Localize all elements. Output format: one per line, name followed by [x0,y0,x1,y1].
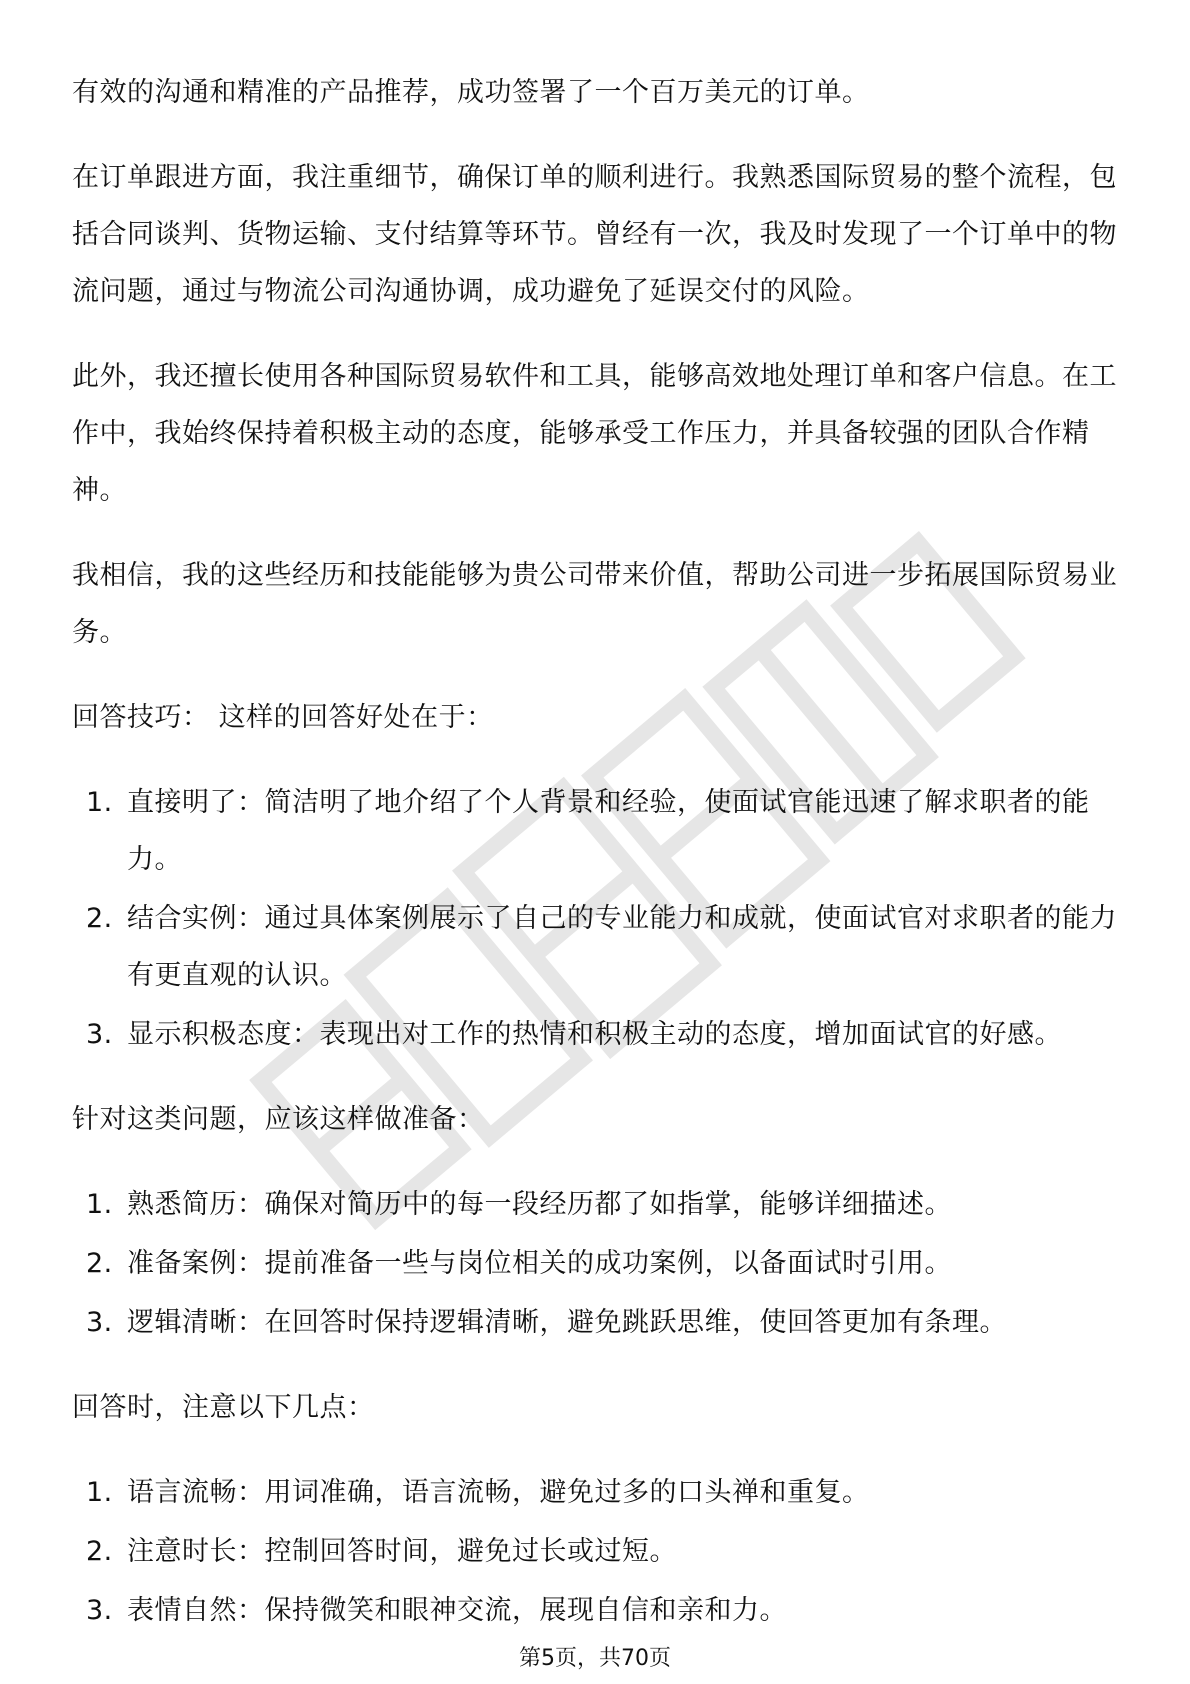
document-body [72,64,1122,1667]
list-number: 1. [86,787,113,818]
tips-list [72,774,1122,1063]
list-text: 准备案例：提前准备一些与岗位相关的成功案例，以备面试时引用。 [127,1248,952,1279]
list-item [72,1006,1122,1063]
list-item [72,1523,1122,1580]
paragraph: 有效的沟通和精准的产品推荐，成功签署了一个百万美元的订单。 [72,77,870,108]
list-number: 2. [86,1536,113,1567]
list-item [72,1176,1122,1233]
list-item [72,1582,1122,1639]
prep-list [72,1176,1122,1351]
prep-heading: 针对这类问题，应该这样做准备： [72,1104,485,1135]
tips-heading: 回答技巧： 这样的回答好处在于： [72,702,494,733]
list-item [72,774,1122,888]
list-item [72,1464,1122,1521]
list-number: 3. [86,1019,113,1050]
paragraph: 在订单跟进方面，我注重细节，确保订单的顺利进行。我熟悉国际贸易的整个流程，包括合同谈判、货物运输、支付结算等环节。曾经有一次，我及时发现了一个订单中的物流问题，通过与物流公司沟通协调，成功避免了延误交付的风险。 [72,162,1117,307]
paragraph: 我相信，我的这些经历和技能能够为贵公司带来价值，帮助公司进一步拓展国际贸易业务。 [72,560,1117,648]
list-number: 1. [86,1189,113,1220]
list-number: 2. [86,903,113,934]
list-text: 显示积极态度：表现出对工作的热情和积极主动的态度，增加面试官的好感。 [127,1019,1062,1050]
page-number: 第5页，共70页 [519,1646,671,1671]
list-text: 语言流畅：用词准确，语言流畅，避免过多的口头禅和重复。 [127,1477,870,1508]
list-text: 熟悉简历：确保对简历中的每一段经历都了如指掌，能够详细描述。 [127,1189,952,1220]
paragraph: 此外，我还擅长使用各种国际贸易软件和工具，能够高效地处理订单和客户信息。在工作中，我始终保持着积极主动的态度，能够承受工作压力，并具备较强的团队合作精神。 [72,361,1117,506]
list-text: 表情自然：保持微笑和眼神交流，展现自信和亲和力。 [127,1595,787,1626]
list-number: 2. [86,1248,113,1279]
list-number: 3. [86,1595,113,1626]
list-item [72,1235,1122,1292]
list-number: 1. [86,1477,113,1508]
notes-heading: 回答时，注意以下几点： [72,1392,375,1423]
list-text: 逻辑清晰：在回答时保持逻辑清晰，避免跳跃思维，使回答更加有条理。 [127,1307,1007,1338]
notes-list [72,1464,1122,1639]
list-item [72,1294,1122,1351]
list-item [72,890,1122,1004]
list-text: 结合实例：通过具体案例展示了自己的专业能力和成就，使面试官对求职者的能力有更直观的认识。 [127,903,1117,991]
list-text: 注意时长：控制回答时间，避免过长或过短。 [127,1536,677,1567]
list-text: 直接明了：简洁明了地介绍了个人背景和经验，使面试官能迅速了解求职者的能力。 [127,787,1090,875]
list-number: 3. [86,1307,113,1338]
